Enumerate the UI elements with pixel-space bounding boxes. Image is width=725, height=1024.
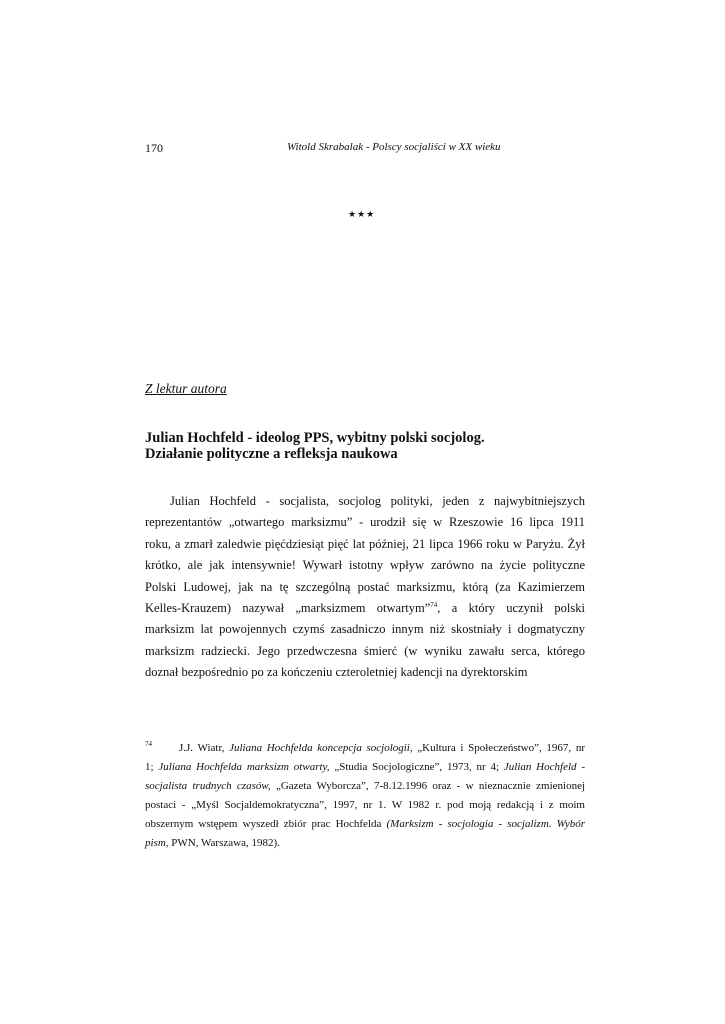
body-line: reprezentantów „otwartego marksizmu” - urodził się w Rzeszowie 16 lipca 1911	[145, 515, 585, 530]
footnote-text: PWN, Warszawa, 1982).	[168, 837, 280, 849]
article-title-line-1: Julian Hochfeld - ideolog PPS, wybitny polski socjolog.	[145, 430, 485, 446]
footnote-text: J.J. Wiatr,	[179, 742, 230, 754]
footnote-italic-title: Juliana Hochfelda koncepcja socjologii,	[229, 742, 413, 754]
body-line: Polski Ludowej, jak na tę szczególną postać marksizmu, którą (za Kazimierzem	[145, 579, 585, 594]
article-title	[145, 430, 585, 462]
body-line-segment: , a który uczynił polski	[437, 600, 585, 615]
footnote-line: postaci - „Myśl Socjaldemokratyczna”, 1997, nr 1. W 1982 r. pod moją redakcją i z moim	[145, 799, 585, 811]
body-line: marksizm lat powojennych czymś zasadniczo innym niż skostniały i dogmatyczny	[145, 622, 585, 637]
footnote-italic-title: (Marksizm - socjologia - socjalizm. Wybór	[386, 818, 585, 830]
footnote-text: „Gazeta Wyborcza”, 7-8.12.1996 oraz - w nieznacznie zmienionej	[270, 780, 586, 792]
body-line	[145, 598, 585, 619]
running-header: Witold Skrabalak - Polscy socjaliści w XX wieku	[287, 141, 501, 153]
footnote-text: „Kultura i Społeczeństwo”, 1967, nr	[412, 742, 585, 754]
article-title-line-2: Działanie polityczne a refleksja naukowa	[145, 446, 398, 462]
footnote-reference: 74	[430, 600, 438, 609]
footnote-line	[145, 758, 585, 777]
body-line: marksizm radziecki. Jego przedwczesna śmierć (w wyniku zawału serca, którego	[145, 643, 585, 658]
footnote-italic-title: Julian Hochfeld -	[503, 761, 585, 773]
body-line: roku, a zmarł zaledwie pięćdziesiąt pięć lat później, 21 lipca 1966 roku w Paryżu. Żył	[145, 536, 585, 551]
section-separator-stars: ★★★	[348, 209, 376, 219]
footnote-text: 1;	[145, 761, 159, 773]
footnote-number: 74	[145, 740, 152, 749]
footnote-line	[145, 834, 585, 853]
footnote-line	[145, 777, 585, 796]
footnote-italic-title: pism,	[145, 837, 169, 849]
footnote	[145, 739, 585, 853]
footnote-italic-title: socjalista trudnych czasów,	[145, 780, 271, 792]
section-label: Z lektur autora	[145, 381, 227, 396]
page-number: 170	[145, 141, 163, 155]
body-paragraph	[145, 491, 585, 684]
footnote-line	[145, 739, 585, 758]
body-line: doznał bezpośrednio po za kończeniu czteroletniej kadencji na dyrektorskim	[145, 665, 528, 680]
footnote-text: „Studia Socjologiczne”, 1973, nr 4;	[329, 761, 504, 773]
footnote-italic-title: Juliana Hochfelda marksizm otwarty,	[158, 761, 330, 773]
body-line: Julian Hochfeld - socjalista, socjolog polityki, jeden z najwybitniejszych	[170, 494, 585, 508]
body-line: krótko, ale jak intensywnie! Wywarł istotny wpływ zarówno na życie polityczne	[145, 558, 585, 573]
footnote-line	[145, 815, 585, 834]
footnote-text: obszernym wstępem wyszedł zbiór prac Hochfelda	[145, 818, 387, 830]
body-line-segment: Kelles-Krauzem) nazywał „marksizmem otwartym”	[145, 600, 431, 615]
